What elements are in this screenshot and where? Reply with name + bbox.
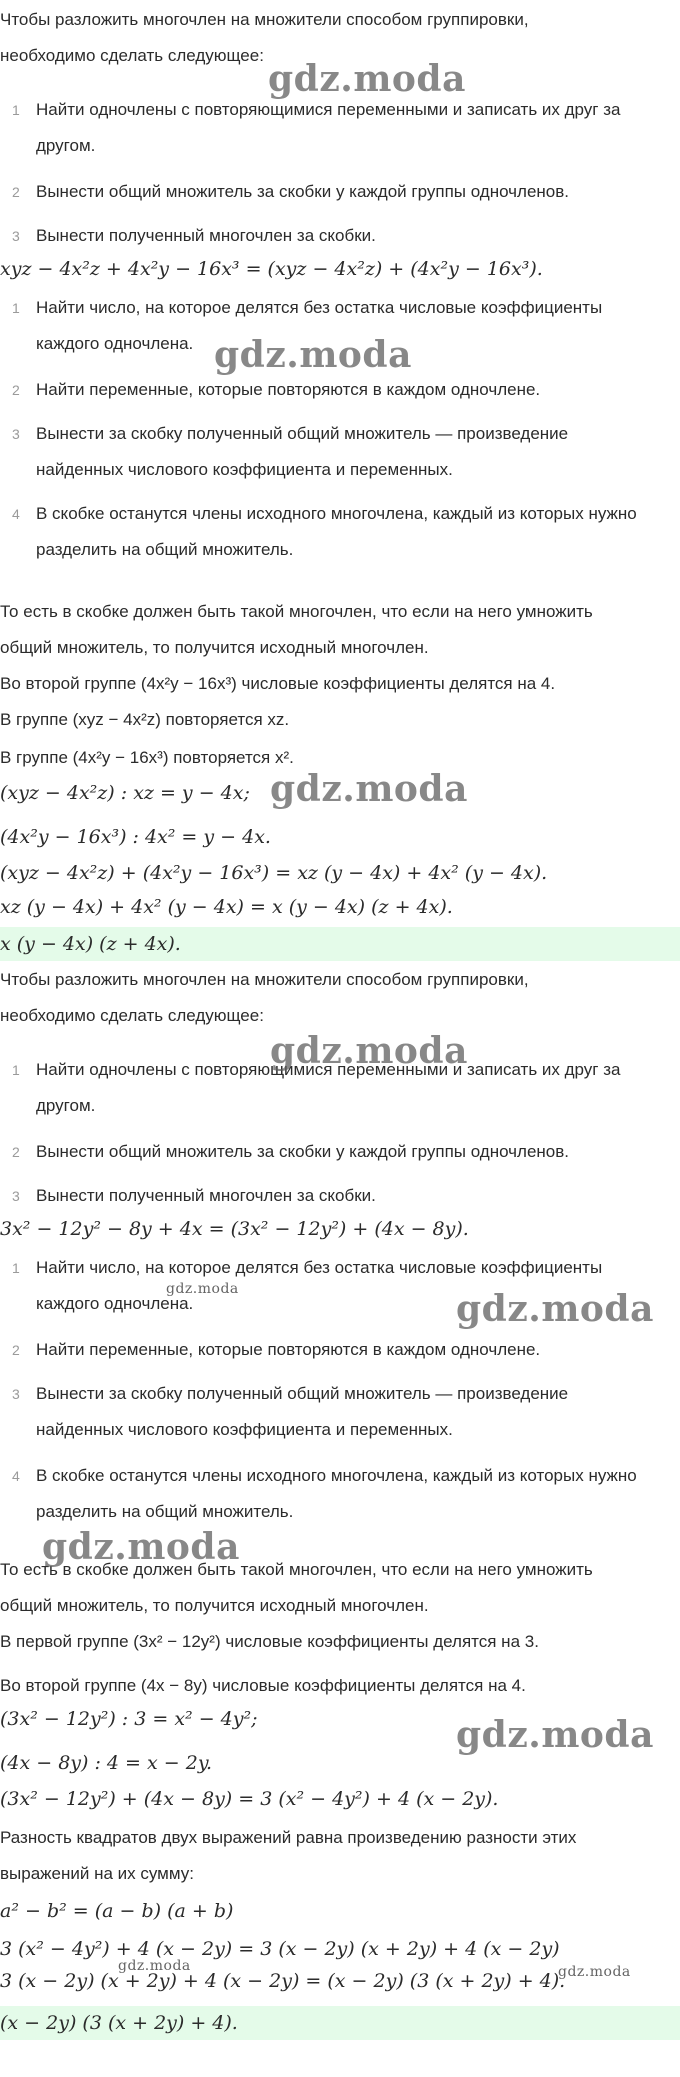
- intro-line-2: необходимо сделать следующее:: [0, 46, 264, 65]
- list-number: 1: [12, 102, 20, 118]
- watermark: gdz.moda: [166, 1281, 239, 1297]
- second-group-text: Во второй группе (4x − 8y) числовые коэффициенты делятся на 4.: [0, 1676, 526, 1695]
- first-group-text: В первой группе (3x² − 12y²) числовые коэффициенты делятся на 3.: [0, 1632, 539, 1651]
- watermark: gdz.moda: [270, 768, 468, 810]
- list-number: 1: [12, 300, 20, 316]
- watermark: gdz.moda: [456, 1714, 654, 1756]
- answer: (x − 2y) (3 (x + 2y) + 4).: [0, 2012, 238, 2034]
- list-number: 3: [12, 1386, 20, 1402]
- list-item: [12, 1178, 652, 1214]
- watermark: gdz.moda: [270, 1030, 468, 1072]
- list-text: Вынести общий множитель за скобки у каждой группы одночленов.: [36, 182, 570, 201]
- list-number: 3: [12, 1188, 20, 1204]
- watermark: gdz.moda: [558, 1964, 631, 1980]
- watermark: gdz.moda: [214, 334, 412, 376]
- list-text: Найти одночлены с повторяющимися переменными и записать их друг за другом.: [36, 1060, 621, 1115]
- list-text: Вынести за скобку полученный общий множитель — произведение найденных числового коэффициента и переменных.: [36, 424, 569, 479]
- list-text: В скобке останутся члены исходного многочлена, каждый из которых нужно разделить на общий множитель.: [36, 504, 637, 559]
- list-text: Найти переменные, которые повторяются в каждом одночлене.: [36, 380, 541, 399]
- formula-grouping: xyz − 4x²z + 4x²y − 16x³ = (xyz − 4x²z) + (4x²y − 16x³).: [0, 258, 543, 280]
- intro-line-2: необходимо сделать следующее:: [0, 1006, 264, 1025]
- list-number: 3: [12, 426, 20, 442]
- group-xz-text: В группе (xyz − 4x²z) повторяется xz.: [0, 710, 290, 729]
- list-number: 2: [12, 1144, 20, 1160]
- note-line-2: общий множитель, то получится исходный многочлен.: [0, 638, 429, 657]
- list-number: 2: [12, 382, 20, 398]
- intro-line-1: Чтобы разложить многочлен на множители способом группировки,: [0, 970, 529, 989]
- list-number: 1: [12, 1062, 20, 1078]
- note-line-1: То есть в скобке должен быть такой многочлен, что если на него умножить: [0, 1560, 593, 1579]
- watermark: gdz.moda: [456, 1288, 654, 1330]
- list-text: В скобке останутся члены исходного многочлена, каждый из которых нужно разделить на общий множитель.: [36, 1466, 637, 1521]
- list-text: Найти число, на которое делятся без остатка числовые коэффициенты каждого одночлена.: [36, 298, 603, 353]
- formula-step-b: 3 (x² − 4y²) + 4 (x − 2y) = 3 (x − 2y) (x + 2y) + 4 (x − 2y): [0, 1938, 560, 1960]
- list-item: [12, 1376, 652, 1448]
- note-line-2: общий множитель, то получится исходный многочлен.: [0, 1596, 429, 1615]
- list-text: Вынести общий множитель за скобки у каждой группы одночленов.: [36, 1142, 570, 1161]
- difference-line-1: Разность квадратов двух выражений равна произведению разности этих: [0, 1828, 577, 1847]
- formula-div-1: (3x² − 12y²) : 3 = x² − 4y²;: [0, 1708, 258, 1730]
- formula-step-c: 3 (x − 2y) (x + 2y) + 4 (x − 2y) = (x − 2y) (3 (x + 2y) + 4).: [0, 1970, 566, 1992]
- list-number: 2: [12, 1342, 20, 1358]
- list-item: [12, 1458, 652, 1530]
- formula-div-1: (xyz − 4x²z) : xz = y − 4x;: [0, 782, 250, 804]
- intro-line-1: Чтобы разложить многочлен на множители способом группировки,: [0, 10, 529, 29]
- group-x2-text: В группе (4x²y − 16x³) повторяется x².: [0, 748, 294, 767]
- watermark: gdz.moda: [268, 58, 466, 100]
- formula-div-2: (4x − 8y) : 4 = x − 2y.: [0, 1752, 213, 1774]
- list-number: 3: [12, 228, 20, 244]
- list-number: 2: [12, 184, 20, 200]
- list-text: Найти одночлены с повторяющимися переменными и записать их друг за другом.: [36, 100, 621, 155]
- list-item: [12, 372, 652, 408]
- list-item: [12, 496, 652, 568]
- watermark: gdz.moda: [118, 1958, 191, 1974]
- list-item: [12, 1332, 652, 1368]
- list-item: [12, 1134, 652, 1170]
- answer: x (y − 4x) (z + 4x).: [0, 933, 181, 955]
- list-number: 4: [12, 1468, 20, 1484]
- second-group-text: Во второй группе (4x²y − 16x³) числовые коэффициенты делятся на 4.: [0, 674, 556, 693]
- watermark: gdz.moda: [42, 1526, 240, 1568]
- formula-step-a: (3x² − 12y²) + (4x − 8y) = 3 (x² − 4y²) + 4 (x − 2y).: [0, 1788, 499, 1810]
- formula-step-a: (xyz − 4x²z) + (4x²y − 16x³) = xz (y − 4x) + 4x² (y − 4x).: [0, 862, 548, 884]
- list-item: [12, 174, 652, 210]
- list-item: [12, 416, 652, 488]
- list-text: Вынести полученный многочлен за скобки.: [36, 1186, 376, 1205]
- note-line-1: То есть в скобке должен быть такой многочлен, что если на него умножить: [0, 602, 593, 621]
- list-number: 1: [12, 1260, 20, 1276]
- formula-grouping: 3x² − 12y² − 8y + 4x = (3x² − 12y²) + (4x − 8y).: [0, 1218, 469, 1240]
- list-item: [12, 92, 652, 164]
- difference-line-2: выражений на их сумму:: [0, 1864, 194, 1883]
- list-text: Найти переменные, которые повторяются в каждом одночлене.: [36, 1340, 541, 1359]
- list-text: Вынести за скобку полученный общий множитель — произведение найденных числового коэффициента и переменных.: [36, 1384, 569, 1439]
- list-number: 4: [12, 506, 20, 522]
- formula-squares: a² − b² = (a − b) (a + b): [0, 1900, 234, 1922]
- formula-div-2: (4x²y − 16x³) : 4x² = y − 4x.: [0, 826, 271, 848]
- list-item: [12, 218, 652, 254]
- list-text: Найти число, на которое делятся без остатка числовые коэффициенты каждого одночлена.: [36, 1258, 603, 1313]
- formula-step-b: xz (y − 4x) + 4x² (y − 4x) = x (y − 4x) (z + 4x).: [0, 896, 453, 918]
- list-text: Вынести полученный многочлен за скобки.: [36, 226, 376, 245]
